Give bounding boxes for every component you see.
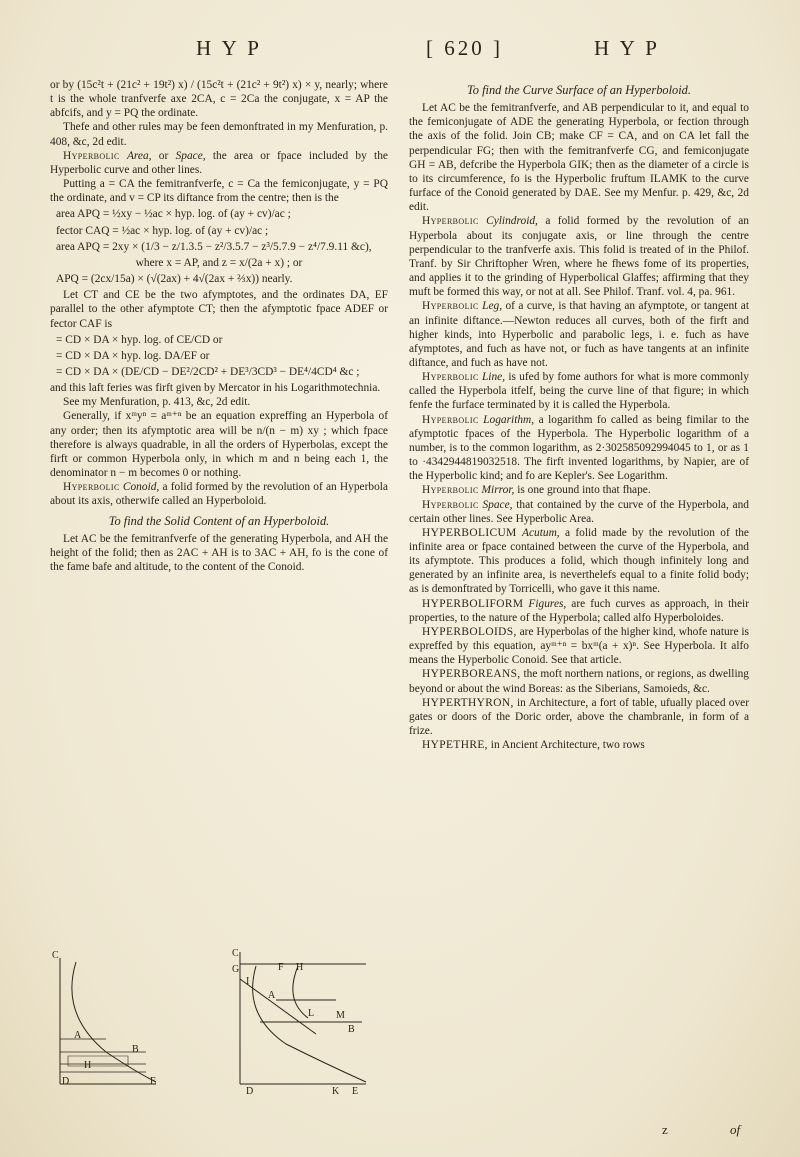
paragraph: [409, 526, 749, 597]
fig2-line-cb: [240, 979, 316, 1034]
paragraph-text: in Ancient Architecture, two rows: [490, 739, 645, 752]
term-lead: HYPERTHYRON,: [422, 696, 514, 709]
paragraph: [50, 78, 388, 120]
fig1-label-e: E: [150, 1076, 157, 1087]
term-lead_italic: Acutum,: [522, 526, 560, 539]
term-lead: HYPERBOLIFORM: [422, 597, 524, 610]
paragraph: [50, 256, 388, 270]
header-right: H Y P: [594, 36, 660, 60]
paragraph-text: are fuch curves as approach, in their properties, to the nature of the Hyperbola; called alfo Hyperboloides.: [409, 597, 749, 624]
paragraph-text: a folid made by the revolution of the infinite area or fpace contained between the curve of the Hyperbola, and its afymptote. This produces a folid, which though infinitely long and generated by an infinite area, is neverthelefs equal to a finite folid body; as is demonftrated by Torricelli, who gave it this name.: [409, 526, 749, 596]
paragraph-text: of a curve, is that having an afymptote, or tangent at an infinite diftance.—Newton reduces all curves, both of the firft and higher kinds, into Hyperbolic and parabolic legs, i. e. fuch as have afymptotes, and fuch as have not, or fuch as have tangents at an infinite diftance, and fuch as have not.: [409, 300, 749, 369]
term-lead: Hyperbolic: [422, 484, 479, 497]
fig2-label-l: L: [308, 1008, 315, 1019]
paragraph-text: Let AC be the femitranfverfe of the generating Hyperbola, and AH the height of the folid; then as 2AC + AH is to 3AC + AH, fo is the cone of the fame bafe and altitude, to the content of the Conoid.: [50, 532, 388, 573]
paragraph: [409, 413, 749, 484]
term-lead: HYPETHRE,: [422, 739, 488, 752]
paragraph: [50, 480, 388, 508]
paragraph-text: Let AC be the femitranfverfe, and AB perpendicular to it, and equal to the femiconjugate of ADE the generating Hyperbola, or fection through the axis of the folid. Join CB; make CF = CA, and on CA let fall the perpendicular FG; then with the femitranfverfe CG, and femiconjugate GH = AB, defcribe the Hyperbola GIK; then as the diameter of a circle is to its circumference, fo is the Hyperbolic fruftum ILAMK to the curve furface of the Conoid generated by DAE. See my Menfur. p. 429, &c, 2d edit.: [409, 102, 749, 214]
paragraph: [50, 409, 388, 480]
fig2-label-g: G: [232, 964, 240, 975]
paragraph: [409, 214, 749, 299]
paragraph-text: To find the Solid Content of an Hyperboloid.: [108, 513, 330, 528]
signature-mark: z: [662, 1122, 668, 1137]
paragraph-text: APQ = (2cx/15a) × (√(2ax) + 4√(2ax + ⅔x)) nearly.: [56, 273, 293, 286]
fig2-label-e: E: [352, 1086, 359, 1094]
formula-line: [56, 240, 388, 254]
term-lead: Hyperbolic: [422, 413, 479, 426]
paragraph-text: is ufed by fome authors for what is more commonly called the Hyperbola itfelf, being the curve line of that figure; in which fenfe the furface terminated by it is called the Hyperbola.: [409, 371, 749, 412]
paragraph: [409, 498, 749, 526]
formula-line: [56, 272, 388, 286]
paragraph-text: the moft northern nations, or regions, as dwelling beyond or about the wind Boreas: as the Siberians, Samoieds, &c.: [409, 668, 749, 695]
paragraph: [409, 597, 749, 625]
formula-line: [56, 333, 388, 347]
paragraph-text: the area or fpace included by the Hyperbolic curve and other lines.: [50, 149, 388, 176]
hyperbola-figures-svg: [46, 944, 396, 1094]
fig2-label-d: D: [246, 1086, 254, 1094]
fig2-label-f: F: [278, 962, 284, 973]
paragraph-text: a folid formed by the revolution of an Hyperbola about its axis, otherwife called an Hyperboloid.: [50, 481, 388, 508]
fig1-label-d: D: [62, 1076, 70, 1087]
figure-1: [60, 958, 156, 1084]
fig1-label-c: C: [52, 950, 59, 961]
fig1-labels: [52, 950, 156, 1087]
term-lead_italic: Figures,: [528, 597, 567, 610]
term-lead: Hyperbolic: [422, 498, 479, 511]
paragraph-text: Generally, if xᵐyⁿ = aᵐ⁺ⁿ be an equation expreffing an Hyperbola of any order; then its afymptotic area will be n/(n − m) xy ; which fpace therefore is always quadrable, in all the orders of Hyperbolas, except the firft or common Hyperbola only, in which m and n being each 1, the denominator n − m becomes 0 or nothing.: [50, 410, 388, 480]
paragraph-text: in Architecture, a fort of table, ufually placed over gates or doors of the Doric order, above the chambranle, in form of a frize.: [409, 696, 749, 738]
fig2-label-i: I: [246, 976, 250, 987]
term-lead: Hyperbolic: [422, 371, 479, 384]
term-mid_italic: Space,: [175, 149, 206, 162]
fig2-label-b: B: [348, 1024, 355, 1035]
paragraph-text: See my Menfuration, p. 413, &c, 2d edit.: [63, 396, 251, 409]
fig1-label-a: A: [74, 1030, 82, 1041]
paragraph: [50, 395, 388, 409]
fig1-label-b: B: [132, 1044, 139, 1055]
paragraph: [50, 288, 388, 330]
paragraph-text: = CD × DA × (DE/CD − DE²/2CD² + DE³/3CD³ − DE⁴/4CD⁴ &c ;: [56, 365, 360, 378]
paragraph: [409, 483, 749, 497]
term-lead_italic: Leg,: [482, 300, 503, 313]
paragraph-text: Let CT and CE be the two afymptotes, and the ordinates DA, EF parallel to the other afymptote CT; then the afymptotic fpace ADEF or fector CAF is: [50, 289, 388, 330]
paragraph: [50, 532, 388, 574]
section-heading: [409, 83, 749, 97]
term-lead_italic: Area,: [126, 149, 152, 162]
paragraph: [409, 101, 749, 214]
fig2-label-h: H: [296, 962, 304, 973]
paragraph-text: Thefe and other rules may be feen demonftrated in my Menfuration, p. 408, &c, 2d edit.: [50, 121, 388, 148]
fig2-label-m: M: [336, 1010, 345, 1021]
term-mid: or: [158, 149, 169, 162]
formula-line: [56, 365, 388, 379]
header-left: H Y P: [196, 36, 262, 60]
paragraph: [409, 299, 749, 370]
paragraph-text: or by (15c²t + (21c² + 19t²) x) / (15c²t + (21c² + 9t²) x) × y, nearly; where t is the whole tranfverfe axe 2CA, c = 2Ca the conjugate, x = AP the abfcifs, and y = PQ the ordinate.: [50, 79, 388, 120]
section-heading: [50, 514, 388, 528]
term-lead_italic: Space,: [482, 498, 513, 511]
paragraph: [50, 120, 388, 148]
page-number: [ 620 ]: [426, 36, 503, 60]
paragraph-text: area APQ = ½xy − ½ac × hyp. log. of (ay + cv)/ac ;: [56, 208, 291, 221]
paragraph: [50, 149, 388, 177]
fig2-label-c: C: [232, 948, 239, 959]
paragraph-text: area APQ = 2xy × (1/3 − z/1.3.5 − z²/3.5.7 − z³/5.7.9 − z⁴/7.9.11 &c),: [56, 240, 372, 253]
catchword: of: [730, 1122, 741, 1137]
paragraph: [409, 696, 749, 738]
paragraph-text: where x = AP, and z = x/(2a + x) ; or: [135, 256, 303, 269]
term-lead: Hyperbolic: [422, 300, 479, 313]
paragraph-text: that contained by the curve of the Hyperbola, and certain other lines. See Hyperbolic Area.: [409, 498, 750, 525]
fig2-inner-curve: [293, 966, 308, 1018]
paragraph-text: Putting a = CA the femitranfverfe, c = Ca the femiconjugate, y = PQ the ordinate, and v = CP its diftance from the centre; then is the: [50, 178, 388, 205]
paragraph-text: a folid formed by the revolution of an Hyperbola about its conjugate axis, or line through the centre perpendicular to the tranfverfe axis. This folid is treated of in the Philof. Tranf. by Sir Chriftopher Wren, where he fhews fome of its properties, and applies it to the grinding of Hyperbolical Glaffes; affirming that they muft be formed this way, or not at all. See Philof. Tranf. vol. 4, pa. 961.: [409, 215, 750, 299]
term-lead: HYPERBOLOIDS,: [422, 625, 517, 638]
term-lead: Hyperbolic: [63, 149, 120, 162]
term-lead: Hyperbolic: [422, 215, 479, 228]
paragraph-text: a logarithm fo called as being fimilar to the afymptotic fpaces of the Hyperbola. The Hyperbolic logarithm of a number, is to the common logarithm, as 2·302585092994045 to 1, or as 1 to ·4342944819032518. The firft invented logarithms, by Napier, are of the Hyperbolic kind; and fo are Kepler's. See Logarithm.: [409, 413, 749, 483]
fig2-labels: [232, 948, 358, 1094]
paragraph-text: = CD × DA × hyp. log. of CE/CD or: [56, 333, 223, 346]
term-lead_italic: Cylindroid,: [486, 215, 538, 228]
paragraph: [50, 381, 388, 395]
paragraph-text: and this laft feries was firft given by Mercator in his Logarithmotechnia.: [50, 382, 381, 395]
paragraph-text: = CD × DA × hyp. log. DA/EF or: [56, 349, 210, 362]
paragraph: [409, 625, 749, 667]
formula-line: [56, 224, 388, 238]
term-lead: HYPERBOREANS,: [422, 668, 521, 681]
term-lead_italic: Mirror,: [481, 484, 515, 497]
figures: [46, 944, 396, 1094]
fig1-label-h: H: [84, 1060, 92, 1071]
paragraph-text: are Hyperbolas of the higher kind, whofe nature is expreffed by this equation, ayᵐ⁺ⁿ = bxᵐ(a + x)ⁿ. See Hyperbola. It alfo means the Hyperbolic Conoid. See that article.: [409, 625, 749, 667]
left-column: [50, 78, 388, 574]
right-column: [409, 78, 749, 752]
running-header: [196, 36, 666, 66]
paragraph-text: fector CAQ = ½ac × hyp. log. of (ay + cv)/ac ;: [56, 224, 269, 237]
term-lead_italic: Conoid,: [122, 481, 160, 494]
term-lead: HYPERBOLICUM: [422, 526, 517, 539]
fig2-label-a: A: [268, 990, 276, 1001]
formula-line: [56, 207, 388, 221]
paragraph: [409, 738, 749, 752]
paragraph: [409, 370, 749, 412]
term-lead: Hyperbolic: [63, 481, 120, 494]
fig2-label-k: K: [332, 1086, 340, 1094]
paragraph-text: is one ground into that fhape.: [517, 484, 651, 497]
paragraph: [50, 177, 388, 205]
paragraph-text: To find the Curve Surface of an Hyperboloid.: [467, 83, 691, 97]
paragraph: [409, 667, 749, 695]
term-lead_italic: Line,: [481, 371, 506, 384]
formula-line: [56, 349, 388, 363]
term-lead_italic: Logarithm,: [483, 413, 535, 426]
